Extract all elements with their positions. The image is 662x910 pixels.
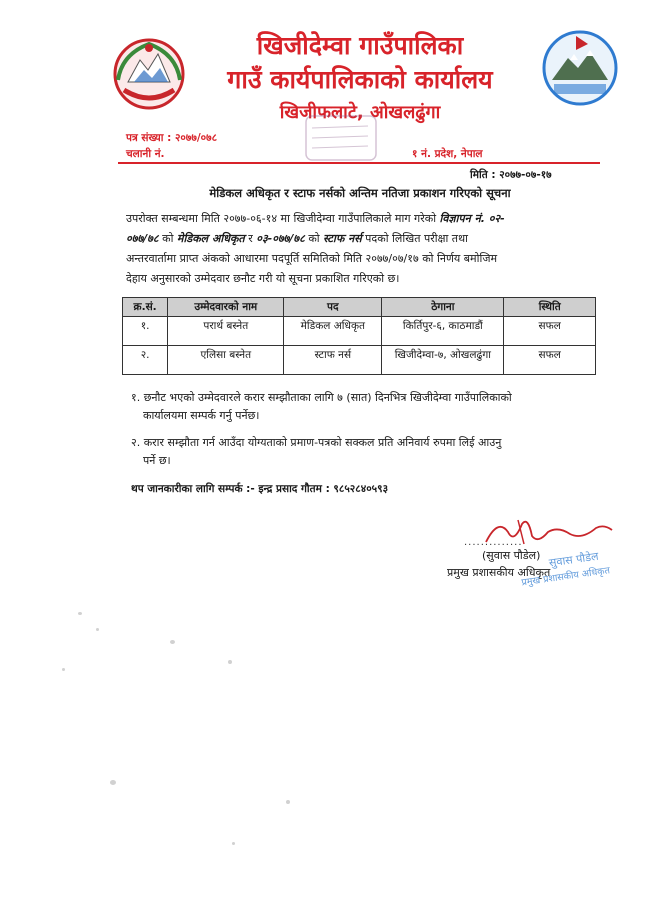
body-text: को <box>158 232 177 245</box>
col-header-post: पद <box>284 298 382 317</box>
cell-serial: २. <box>123 346 168 375</box>
municipality-name: खिजीदेम्वा गाउँपालिका <box>256 31 464 60</box>
body-line-1 <box>126 211 596 226</box>
cell-name: एलिसा बस्नेत <box>168 346 284 375</box>
scan-speck <box>96 628 99 631</box>
cell-address: किर्तिपुर-६, काठमाडौं <box>382 317 504 346</box>
office-location: खिजीफलाटे, ओखलढुंगा <box>279 102 441 123</box>
notice-title: मेडिकल अधिकृत र स्टाफ नर्सको अन्तिम नतिजा प्रकाशन गरिएको सूचना <box>209 186 511 200</box>
table-row <box>123 317 596 346</box>
contact-info: थप जानकारीका लागि सम्पर्क :- इन्द्र प्रसाद गौतम : ९८५२८४०५९३ <box>131 483 389 495</box>
office-name: गाउँ कार्यपालिकाको कार्यालय <box>227 65 493 94</box>
body-emphasis: मेडिकल अधिकृत <box>176 232 245 245</box>
body-emphasis: विज्ञापन नं. ०२- <box>439 212 505 225</box>
scan-speck <box>62 668 65 671</box>
stamp-line-2: प्रमुख प्रशासकीय अधिकृत <box>520 565 611 589</box>
signature-line: .............. <box>464 537 523 548</box>
scan-speck <box>286 800 290 804</box>
results-table <box>122 297 596 375</box>
col-header-name: उम्मेदवारको नाम <box>168 298 284 317</box>
cell-status: सफल <box>504 346 596 375</box>
stamp-line-1: सुवास पौडेल <box>548 549 600 570</box>
scan-speck <box>78 612 82 615</box>
note-2 <box>131 434 601 470</box>
body-emphasis: ०७७/७८ <box>126 232 159 245</box>
note-2-line-2: पर्ने छ। <box>143 454 171 467</box>
col-header-serial: क्र.सं. <box>123 298 168 317</box>
scan-speck <box>228 660 232 664</box>
body-text: पदको लिखित परीक्षा तथा <box>361 232 468 245</box>
table-header-row <box>123 298 596 317</box>
reference-number: पत्र संख्या : २०७७/०७८ <box>126 132 218 144</box>
municipality-logo-icon <box>540 28 620 108</box>
scan-speck <box>110 780 116 785</box>
body-emphasis: ०३-०७७/७८ <box>256 232 305 245</box>
cell-status: सफल <box>504 317 596 346</box>
body-line-4: देहाय अनुसारको उम्मेदवार छनौट गरी यो सूचना प्रकाशित गरिएको छ। <box>126 272 400 285</box>
note-2-line-1: २. करार सम्झौता गर्न आउँदा योग्यताको प्रमाण-पत्रको सक्कल प्रति अनिवार्य रुपमा लिई आउनु <box>131 436 502 449</box>
notice-date: मिति : २०७७-०७-१७ <box>470 169 552 181</box>
scan-speck <box>170 640 175 644</box>
cell-post: स्टाफ नर्स <box>284 346 382 375</box>
col-header-address: ठेगाना <box>382 298 504 317</box>
scan-speck <box>232 842 235 845</box>
cell-post: मेडिकल अधिकृत <box>284 317 382 346</box>
body-line-2 <box>126 231 596 246</box>
table-row <box>123 346 596 375</box>
received-stamp-icon <box>302 112 380 164</box>
body-line-3: अन्तरवार्तामा प्राप्त अंकको आधारमा पदपूर्ति समितिको मिति २०७७/०७/१७ को निर्णय बमोजिम <box>126 252 498 265</box>
body-text: उपरोक्त सम्बन्धमा मिति २०७७-०६-१४ मा खिजीदेम्वा गाउँपालिकाले माग गरेको <box>126 212 440 225</box>
col-header-status: स्थिति <box>504 298 596 317</box>
body-emphasis: स्टाफ नर्स <box>323 232 362 245</box>
note-1 <box>131 389 601 425</box>
note-1-line-1: १. छनौट भएको उम्मेदवारले करार सम्झौताका लागि ७ (सात) दिनभित्र खिजीदेम्वा गाउँपालिकाको <box>131 391 512 404</box>
signatory-name: (सुवास पौडेल) <box>482 549 541 562</box>
signatory-title: प्रमुख प्रशासकीय अधिकृत <box>447 566 551 579</box>
dispatch-number: चलानी नं. <box>126 148 165 160</box>
body-text: र <box>244 232 257 245</box>
province-address: १ नं. प्रदेश, नेपाल <box>412 148 483 160</box>
cell-serial: १. <box>123 317 168 346</box>
header-divider <box>118 162 600 164</box>
nepal-emblem-icon <box>110 34 188 112</box>
note-1-line-2: कार्यालयमा सम्पर्क गर्नु पर्नेछ। <box>143 409 260 422</box>
body-text: को <box>304 232 324 245</box>
cell-address: खिजीदेम्वा-७, ओखलढुंगा <box>382 346 504 375</box>
cell-name: परार्थ बस्नेत <box>168 317 284 346</box>
